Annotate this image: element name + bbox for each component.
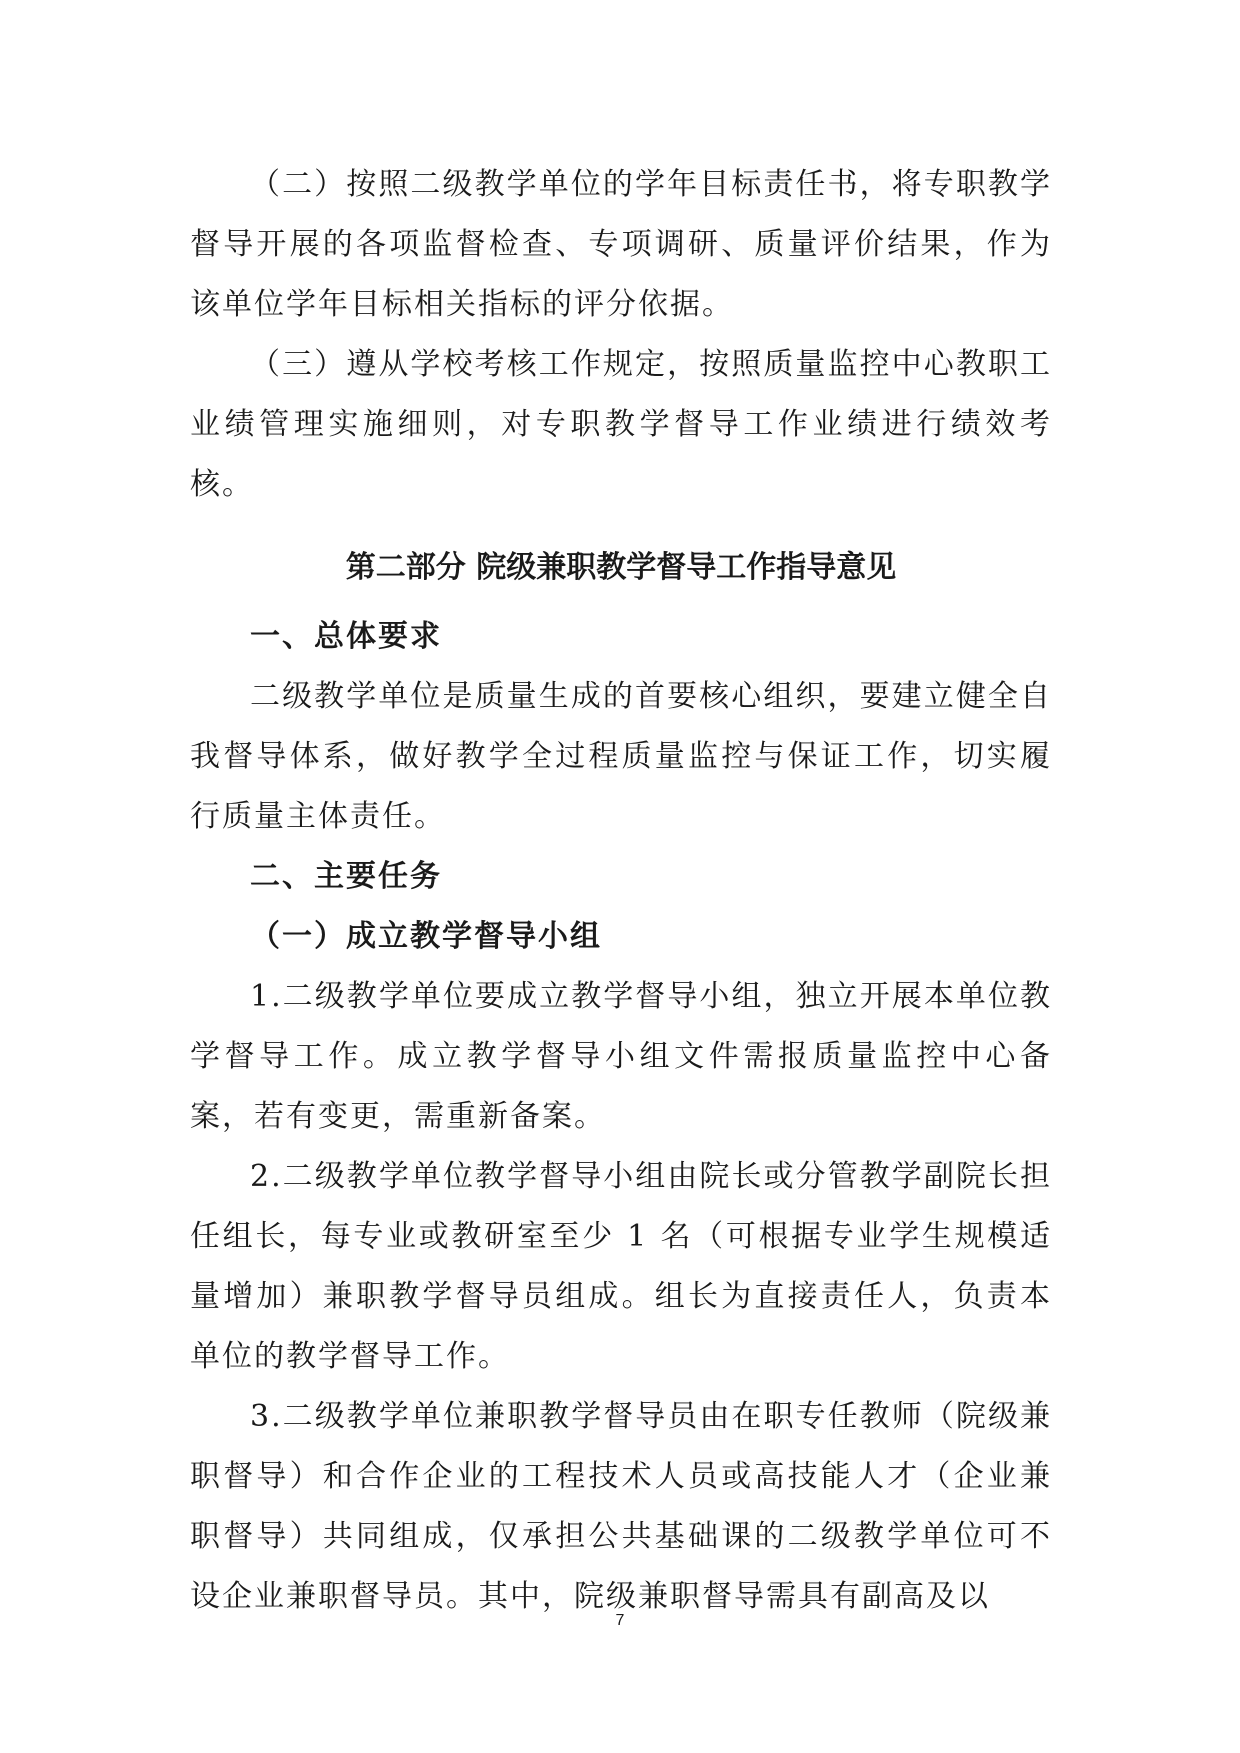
section-heading-main-tasks: 二、主要任务	[250, 859, 442, 894]
part-heading: 第二部分 院级兼职教学督导工作指导意见	[345, 550, 897, 585]
paragraph-item-2: （二）按照二级教学单位的学年目标责任书，将专职教学督导开展的各项监督检查、专项调研、质量评价结果，作为该单位学年目标相关指标的评分依据。	[190, 167, 1052, 322]
subsection-heading-establish-group: （一）成立教学督导小组	[250, 919, 602, 954]
page-number: 7	[615, 1612, 625, 1629]
page-body	[190, 155, 1052, 1627]
section-paragraph-general-requirements: 二级教学单位是质量生成的首要核心组织，要建立健全自我督导体系，做好教学全过程质量监控与保证工作，切实履行质量主体责任。	[190, 679, 1052, 834]
paragraph-item-3: （三）遵从学校考核工作规定，按照质量监控中心教职工业绩管理实施细则，对专职教学督导工作业绩进行绩效考核。	[190, 347, 1052, 502]
task-item-2: 2.二级教学单位教学督导小组由院长或分管教学副院长担任组长，每专业或教研室至少 1 名（可根据专业学生规模适量增加）兼职教学督导员组成。组长为直接责任人，负责本单位的教学督导工作。	[190, 1159, 1052, 1374]
task-item-1: 1.二级教学单位要成立教学督导小组，独立开展本单位教学督导工作。成立教学督导小组文件需报质量监控中心备案，若有变更，需重新备案。	[190, 979, 1052, 1134]
task-item-3: 3.二级教学单位兼职教学督导员由在职专任教师（院级兼职督导）和合作企业的工程技术人员或高技能人才（企业兼职督导）共同组成，仅承担公共基础课的二级教学单位可不设企业兼职督导员。其中，院级兼职督导需具有副高及以	[190, 1399, 1052, 1614]
section-heading-general-requirements: 一、总体要求	[250, 619, 442, 654]
